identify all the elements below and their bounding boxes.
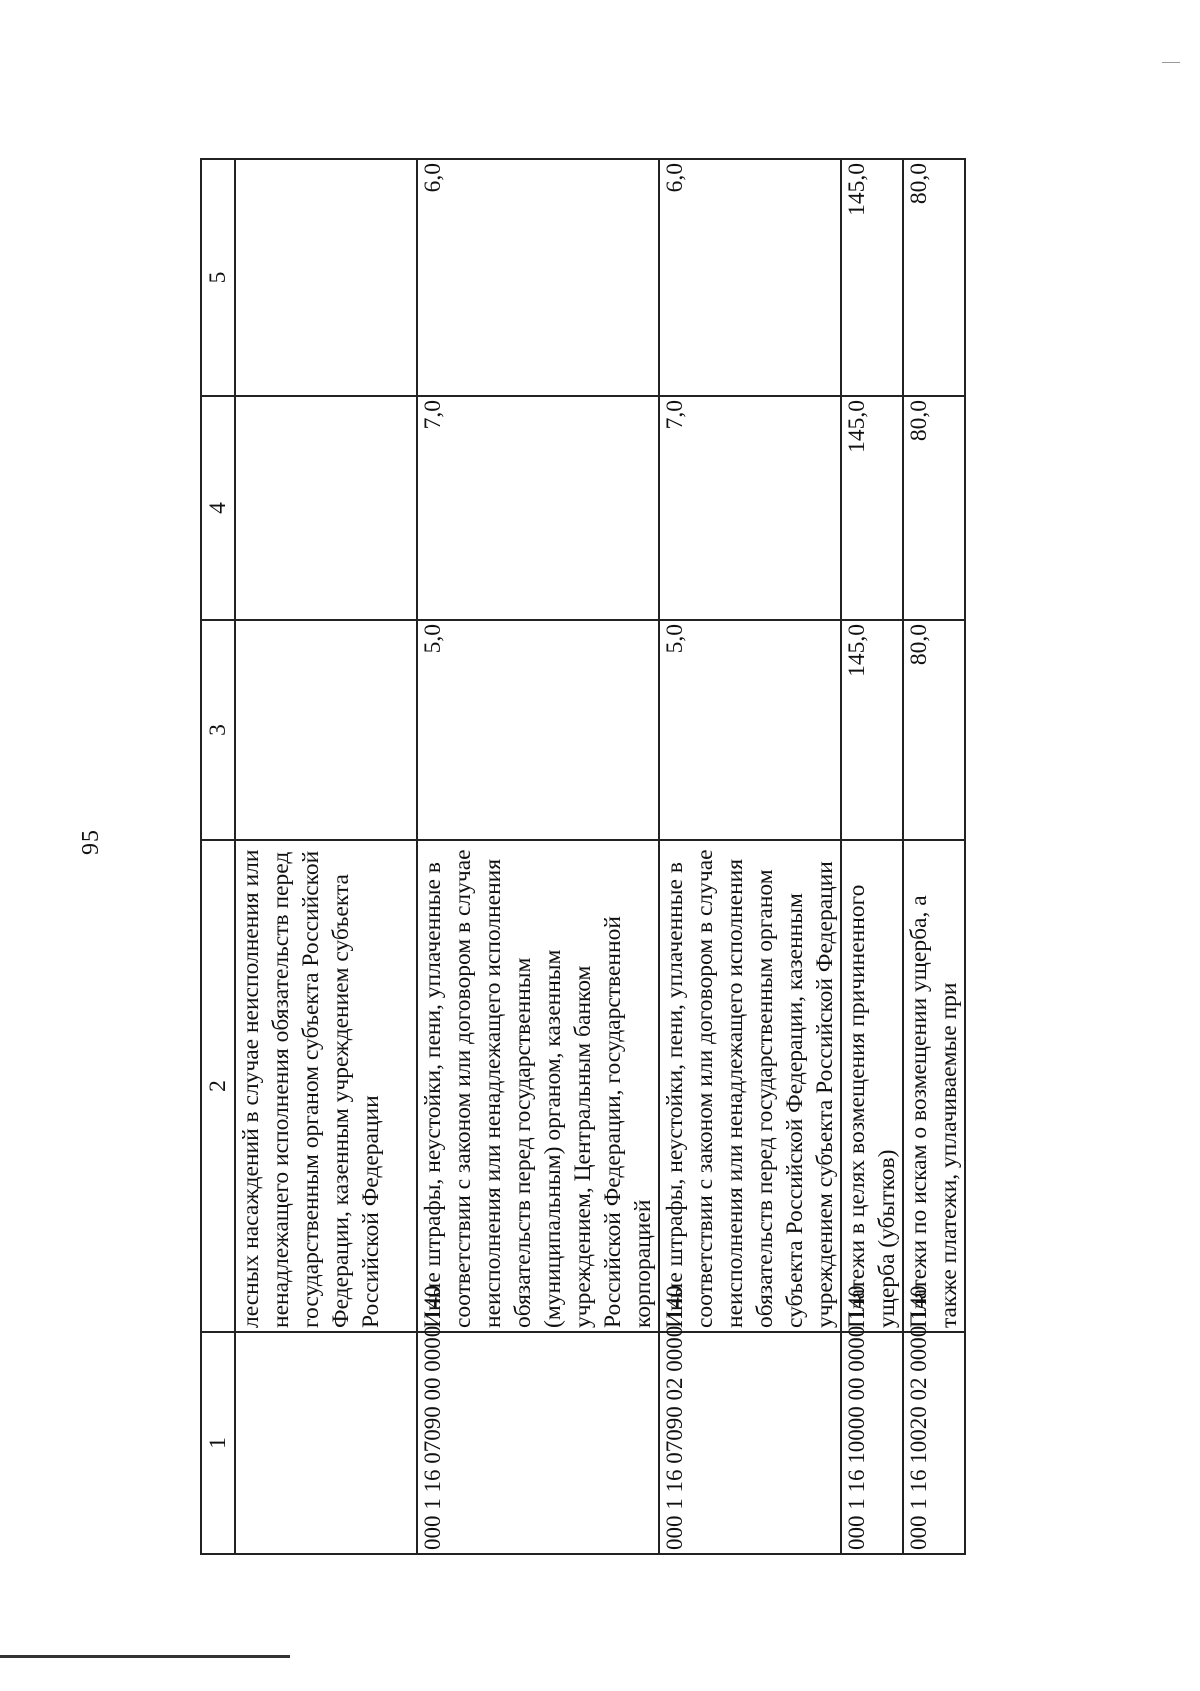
row-value-col3 — [235, 620, 417, 840]
row-description: Платежи в целях возмещения причиненного ущерба (убытков) — [841, 840, 903, 1332]
row-value-col4: 145,0 — [841, 396, 903, 620]
row-description: лесных насаждений в случае неисполнения или ненадлежащего исполнения обязательств перед государственным органом субъекта Российской Федерации, казенным учреждением субъекта Российской Федерации — [235, 840, 417, 1332]
row-code: 000 1 16 10000 00 0000 140 — [841, 1332, 903, 1554]
revenue-table — [200, 158, 966, 1555]
row-value-col5: 145,0 — [841, 159, 903, 396]
row-value-col3: 145,0 — [841, 620, 903, 840]
header-col-1: 1 — [201, 1332, 235, 1554]
row-description: Иные штрафы, неустойки, пени, уплаченные в соответствии с законом или договором в случае неисполнения или ненадлежащего исполнения обязательств перед государственным (муниципальным) органом, казенным учреждением, Центральным банком Российской Федерации, государственной корпорацией — [417, 840, 659, 1332]
header-col-3: 3 — [201, 620, 235, 840]
row-description: Платежи по искам о возмещении ущерба, а также платежи, уплачиваемые при — [903, 840, 965, 1332]
header-col-2: 2 — [201, 840, 235, 1332]
scan-mark — [1162, 62, 1180, 63]
row-value-col4: 7,0 — [417, 396, 659, 620]
row-value-col5: 80,0 — [903, 159, 965, 396]
row-value-col5: 6,0 — [659, 159, 841, 396]
row-code: 000 1 16 07090 02 0000 140 — [659, 1332, 841, 1554]
table-row — [235, 159, 417, 1554]
header-col-5: 5 — [201, 159, 235, 396]
rotated-page — [70, 65, 1150, 1665]
row-value-col3: 5,0 — [659, 620, 841, 840]
row-code: 000 1 16 07090 00 0000 140 — [417, 1332, 659, 1554]
row-value-col5: 6,0 — [417, 159, 659, 396]
table-header-row — [201, 159, 235, 1554]
row-code — [235, 1332, 417, 1554]
header-col-4: 4 — [201, 396, 235, 620]
row-value-col4: 80,0 — [903, 396, 965, 620]
row-value-col3: 80,0 — [903, 620, 965, 840]
row-value-col5 — [235, 159, 417, 396]
table-row — [659, 159, 841, 1554]
row-description: Иные штрафы, неустойки, пени, уплаченные в соответствии с законом или договором в случае неисполнения или ненадлежащего исполнения обязательств перед государственным органом субъекта Российской Федерации, казенным учреждением субъекта Российской Федерации — [659, 840, 841, 1332]
table-row — [417, 159, 659, 1554]
row-value-col4 — [235, 396, 417, 620]
table-row — [903, 159, 965, 1554]
table-row — [841, 159, 903, 1554]
scan-edge-line — [0, 1655, 290, 1658]
row-value-col3: 5,0 — [417, 620, 659, 840]
row-code: 000 1 16 10020 02 0000 140 — [903, 1332, 965, 1554]
page-number: 95 — [78, 829, 104, 855]
row-value-col4: 7,0 — [659, 396, 841, 620]
